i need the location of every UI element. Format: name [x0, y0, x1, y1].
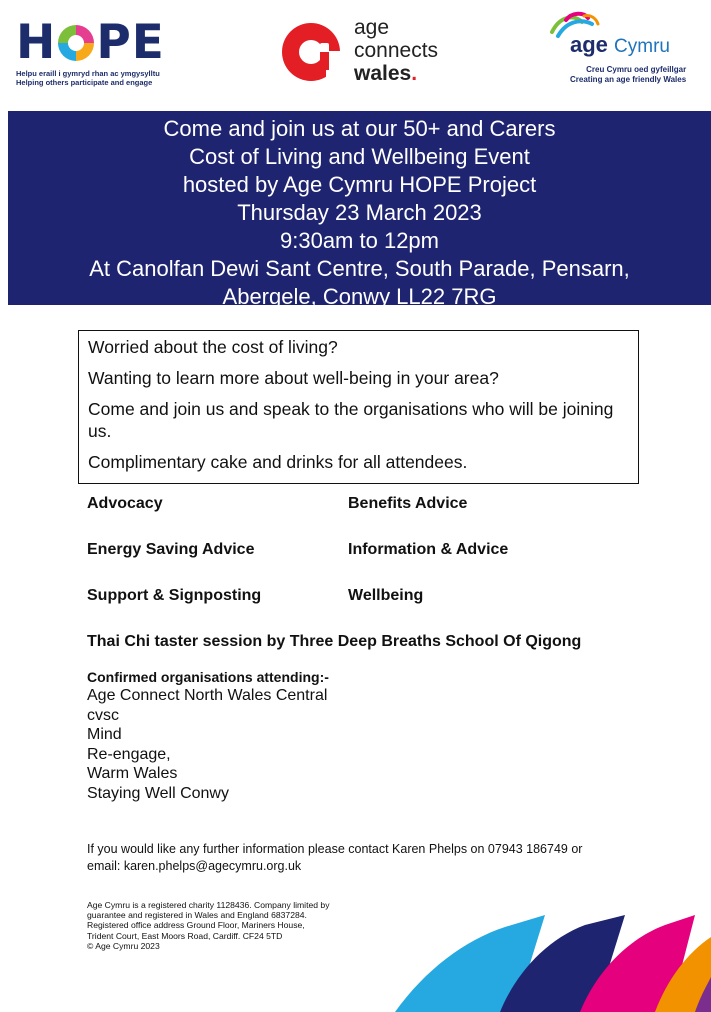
banner-line-event-name: Cost of Living and Wellbeing Event	[189, 144, 530, 169]
thai-chi-session: Thai Chi taster session by Three Deep Breaths School Of Qigong	[87, 633, 582, 650]
acw-word-age: age	[354, 16, 390, 39]
age-connects-wales-mark-icon	[282, 21, 342, 83]
age-cymru-logo	[548, 10, 698, 90]
age-connects-wales-logo	[282, 16, 452, 86]
age-cymru-word-cymru: Cymru	[614, 36, 670, 57]
decorative-stripes-graphic	[395, 915, 711, 1012]
organisations-list	[87, 686, 327, 804]
contact-line-phone: If you would like any further information please contact Karen Phelps on 07943 186749 or	[87, 842, 583, 856]
service-advocacy: Advocacy	[87, 495, 163, 512]
legal-footer	[87, 900, 387, 951]
banner-line-address: Abergele, Conwy LL22 7RG	[222, 284, 497, 309]
banner-line-date: Thursday 23 March 2023	[237, 200, 482, 225]
hope-letter-h: H	[16, 15, 57, 70]
service-support-signposting: Support & Signposting	[87, 587, 262, 604]
legal-line: guarantee and registered in Wales and England 6837284.	[87, 910, 307, 921]
age-cymru-tagline-english: Creating an age friendly Wales	[570, 75, 687, 84]
copyright-line: © Age Cymru 2023	[87, 940, 160, 951]
info-line-refreshments: Complimentary cake and drinks for all attendees.	[88, 452, 468, 472]
info-line-join-us: Come and join us and speak to the organisations who will be joining us.	[88, 399, 614, 441]
organisation-item: Warm Wales	[87, 765, 178, 783]
info-line-cost-of-living: Worried about the cost of living?	[88, 337, 338, 357]
banner-line-time: 9:30am to 12pm	[280, 228, 439, 253]
service-wellbeing: Wellbeing	[348, 587, 424, 604]
acw-red-dot: .	[411, 62, 418, 85]
acw-wales-text: wales	[354, 62, 412, 85]
banner-line-host: hosted by Age Cymru HOPE Project	[182, 172, 537, 197]
legal-line: Trident Court, East Moors Road, Cardiff. CF24 5TD	[87, 930, 283, 941]
contact-info	[87, 841, 647, 875]
hope-tagline-english: Helping others participate and engage	[16, 78, 153, 87]
organisation-item: Age Connect North Wales Central	[87, 687, 328, 704]
age-cymru-wordmark	[570, 32, 670, 58]
age-cymru-tagline	[570, 65, 686, 85]
banner-line-venue: At Canolfan Dewi Sant Centre, South Parade, Pensarn,	[89, 256, 630, 281]
banner-line-invite: Come and join us at our 50+ and Carers	[163, 116, 556, 141]
info-line-wellbeing: Wanting to learn more about well-being in your area?	[88, 368, 499, 388]
acw-word-wales	[354, 62, 438, 85]
legal-line: Registered office address Ground Floor, Mariners House,	[87, 920, 305, 931]
hope-logo	[16, 15, 186, 95]
hope-o-ring-icon	[58, 25, 94, 61]
organisation-item: Re-engage,	[87, 745, 171, 763]
age-cymru-tagline-welsh: Creu Cymru oed gyfeillgar	[586, 65, 687, 74]
hope-logo-wordmark	[16, 15, 186, 70]
hope-tagline-welsh: Helpu eraill i gymryd rhan ac ymgysylltu	[16, 69, 160, 78]
hope-letters-pe: PE	[96, 15, 165, 70]
organisation-item: Staying Well Conwy	[87, 784, 229, 802]
event-banner	[8, 111, 711, 309]
organisation-item: Mind	[87, 726, 122, 744]
legal-line: Age Cymru is a registered charity 1128436. Company limited by	[87, 900, 330, 910]
info-box	[78, 330, 639, 484]
service-benefits-advice: Benefits Advice	[348, 495, 468, 512]
acw-word-connects: connects	[354, 39, 439, 62]
contact-line-email[interactable]: email: karen.phelps@agecymru.org.uk	[87, 859, 302, 873]
service-information-advice: Information & Advice	[348, 541, 509, 558]
age-cymru-word-age: age	[570, 32, 608, 57]
organisation-item: cvsc	[87, 706, 119, 724]
organisations-heading: Confirmed organisations attending:-	[87, 669, 329, 685]
service-energy-saving-advice: Energy Saving Advice	[87, 541, 255, 558]
